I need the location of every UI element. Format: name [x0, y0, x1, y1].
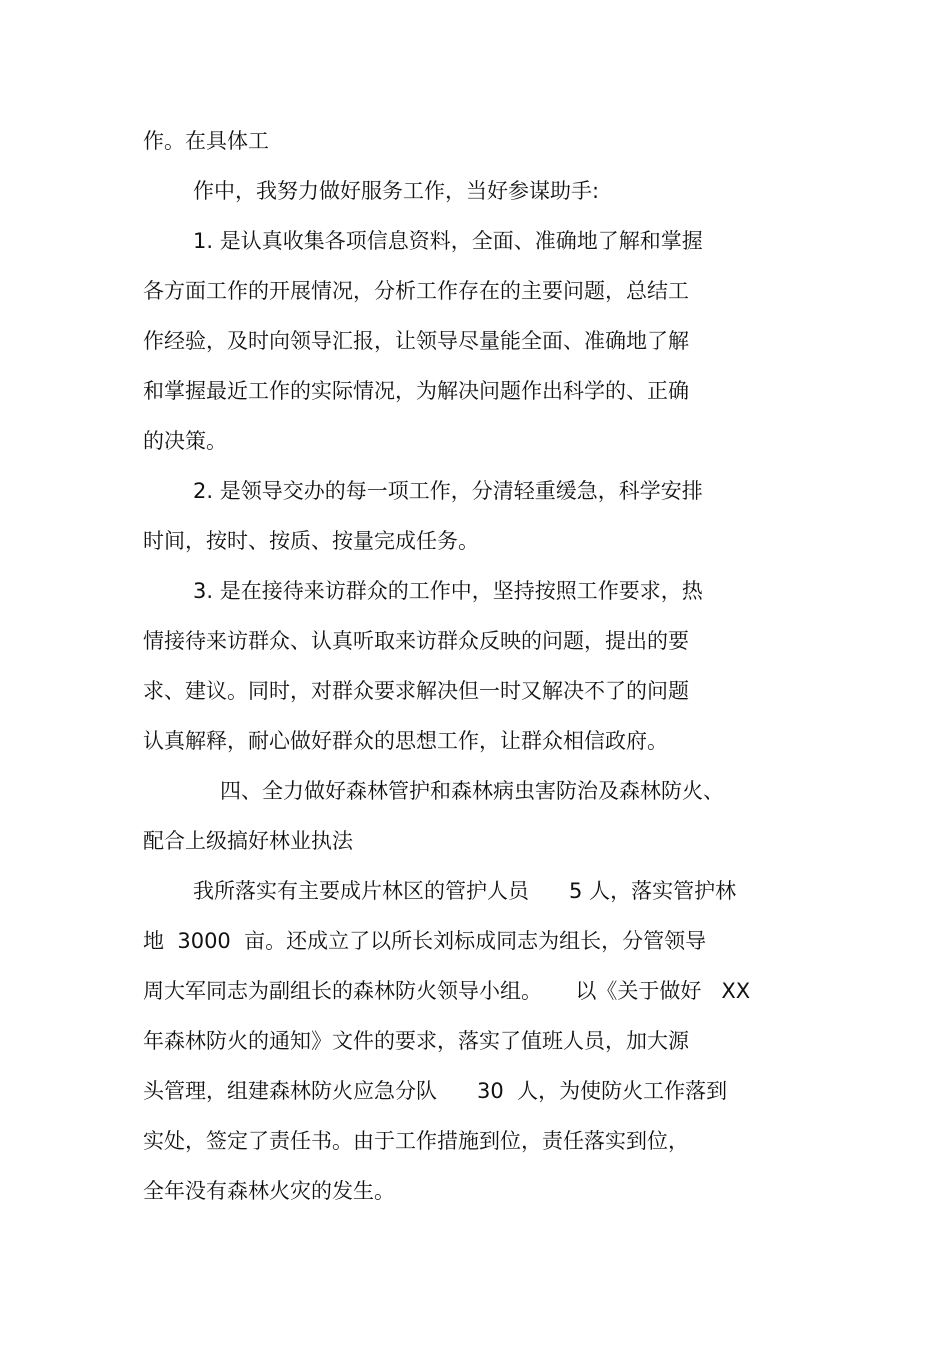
- text-line: 全年没有森林火灾的发生。: [143, 1179, 395, 1203]
- text-line: 时间，按时、按质、按量完成任务。: [143, 529, 479, 553]
- text-line: 实处，签定了责任书。由于工作措施到位，责任落实到位，: [143, 1129, 689, 1153]
- section-heading: 四、全力做好森林管护和森林病虫害防治及森林防火、: [220, 779, 724, 803]
- text-line: 和掌握最近工作的实际情况，为解决问题作出科学的、正确: [143, 379, 689, 403]
- text-line: 各方面工作的开展情况，分析工作存在的主要问题，总结工: [143, 279, 689, 303]
- text-line: 我所落实有主要成片林区的管护人员 5 人，落实管护林: [193, 879, 737, 903]
- text-line: 作经验，及时向领导汇报，让领导尽量能全面、准确地了解: [143, 329, 689, 353]
- text-line: 情接待来访群众、认真听取来访群众反映的问题，提出的要: [143, 629, 689, 653]
- text-line: 的决策。: [143, 429, 227, 453]
- text-line: 2. 是领导交办的每一项工作，分清轻重缓急，科学安排: [193, 479, 703, 503]
- text-line: 头管理，组建森林防火应急分队 30 人，为使防火工作落到: [143, 1079, 728, 1103]
- text-line: 周大军同志为副组长的森林防火领导小组。 以《关于做好 XX: [143, 979, 751, 1003]
- section-heading-continued: 配合上级搞好林业执法: [143, 829, 353, 853]
- text-line: 作中，我努力做好服务工作，当好参谋助手:: [193, 179, 600, 203]
- text-line: 1. 是认真收集各项信息资料，全面、准确地了解和掌握: [193, 229, 703, 253]
- text-line: 地 3000 亩。还成立了以所长刘标成同志为组长，分管领导: [143, 929, 707, 953]
- text-line: 年森林防火的通知》文件的要求，落实了值班人员，加大源: [143, 1029, 689, 1053]
- text-line: 认真解释，耐心做好群众的思想工作，让群众相信政府。: [143, 729, 668, 753]
- text-line: 作。在具体工: [143, 129, 269, 153]
- text-line: 求、建议。同时，对群众要求解决但一时又解决不了的问题: [143, 679, 689, 703]
- text-line: 3. 是在接待来访群众的工作中，坚持按照工作要求，热: [193, 579, 703, 603]
